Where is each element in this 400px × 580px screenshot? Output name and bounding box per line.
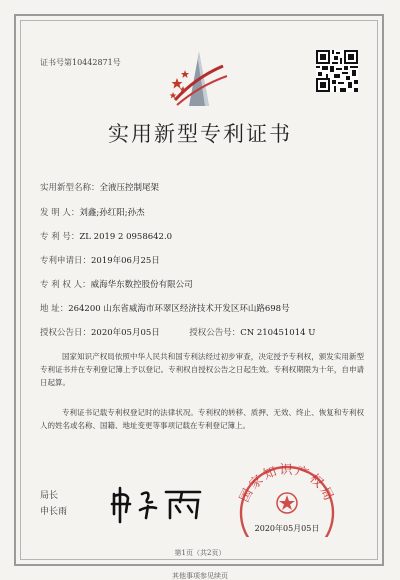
field-label: 地 址： — [40, 304, 69, 314]
certificate-number: 证书号第10442871号 — [40, 58, 121, 67]
field-utility-model-name — [40, 181, 159, 193]
field-label: 专利申请日： — [40, 256, 92, 266]
handwritten-signature — [108, 484, 208, 524]
field-value: 威海华东数控股份有限公司 — [90, 280, 193, 290]
legal-status-paragraph: 专利证书记载专利权登记时的法律状况。专利权的转移、质押、无效、终止、恢复和专利权人的姓名或名称、国籍、地址变更等事项记载在专利登记簿上。 — [40, 408, 364, 430]
field-label: 发 明 人： — [40, 208, 80, 218]
qr-code-icon — [316, 50, 358, 92]
field-label: 实用新型名称： — [40, 183, 100, 193]
certificate-title: 实用新型专利证书 — [108, 122, 292, 146]
grant-statement-paragraph: 国家知识产权局依照中华人民共和国专利法经过初步审查，决定授予专利权，颁发实用新型专利证书并在专利登记簿上予以登记。专利权自授权公告之日起生效。专利权期限为十年，自申请日起算。 — [40, 352, 364, 387]
field-grant-info — [40, 326, 315, 338]
field-patent-number — [40, 230, 172, 242]
grant-number-value: CN 210451014 U — [240, 328, 316, 338]
page-number: 第1页（共2页） — [174, 549, 226, 557]
field-address — [40, 302, 290, 314]
field-application-date — [40, 254, 160, 266]
field-patentee — [40, 278, 193, 290]
seal-text: 国家知识产权局 — [237, 463, 337, 505]
field-value: 2019年06月25日 — [91, 256, 160, 266]
cnipa-logo-icon — [165, 48, 235, 112]
field-value: 264200 山东省威海市环翠区经济技术开发区环山路698号 — [68, 304, 290, 314]
field-inventors — [40, 206, 145, 218]
seal-date: 2020年05月05日 — [254, 524, 320, 533]
field-value: 刘鑫;孙红阳;孙杰 — [79, 208, 145, 218]
grant-number-label: 授权公告号： — [189, 328, 241, 338]
director-title: 局长 — [40, 491, 59, 501]
grant-date-label: 授权公告日： — [40, 328, 92, 338]
official-seal-stamp — [232, 455, 342, 537]
field-label: 专 利 权 人： — [40, 280, 91, 290]
field-value: 全液压控制尾架 — [99, 183, 160, 193]
field-label: 专 利 号： — [40, 232, 80, 242]
footer-cut-text: 其他事项参见续页 — [172, 572, 228, 579]
grant-date-value: 2020年05月05日 — [91, 328, 160, 338]
field-value: ZL 2019 2 0958642.0 — [79, 232, 173, 242]
director-name: 申长雨 — [40, 507, 68, 517]
